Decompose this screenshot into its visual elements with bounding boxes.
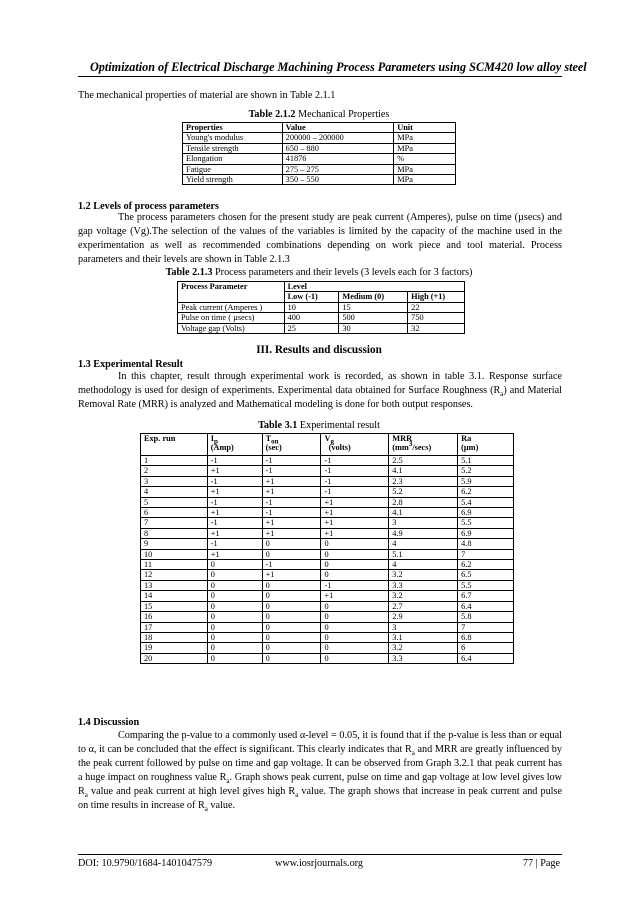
table-cell: 6 (458, 643, 514, 653)
footer-site: www.iosrjournals.org (274, 858, 363, 869)
table-cell: 3.2 (389, 643, 458, 653)
table-cell: 2 (141, 466, 208, 476)
table-header: Ra (µm) (458, 434, 514, 456)
table-cell: Yield strength (183, 175, 283, 185)
table-cell: 0 (262, 653, 321, 663)
table-cell: +1 (207, 549, 262, 559)
table-cell: -1 (207, 456, 262, 466)
table-cell: 0 (262, 612, 321, 622)
table-cell: 4.1 (389, 466, 458, 476)
table-cell: 0 (321, 643, 389, 653)
table-cell: % (394, 154, 456, 164)
table-cell: 3.2 (389, 591, 458, 601)
table-cell: 6.9 (458, 528, 514, 538)
table-cell: 2.8 (389, 497, 458, 507)
table-cell: 10 (141, 549, 208, 559)
table-cell: 0 (321, 549, 389, 559)
table-cell: 15 (339, 302, 408, 312)
table-cell: 25 (284, 323, 339, 333)
table-cell: 2.7 (389, 601, 458, 611)
table-row (141, 476, 514, 486)
table-cell: Peak current (Amperes ) (178, 302, 285, 312)
table-cell: 13 (141, 580, 208, 590)
section-1-3-title: 1.3 Experimental Result (78, 359, 183, 370)
table-cell: +1 (262, 487, 321, 497)
table-cell: Fatigue (183, 164, 283, 174)
table-cell: Young's modulus (183, 133, 283, 143)
table-cell: 0 (262, 622, 321, 632)
table-cell: +1 (321, 591, 389, 601)
table-cell: -1 (207, 476, 262, 486)
table-row (141, 549, 514, 559)
table-row (183, 164, 456, 174)
table-cell: -1 (321, 487, 389, 497)
table-cell: Voltage gap (Volts) (178, 323, 285, 333)
table-cell: +1 (321, 528, 389, 538)
table-cell: 5.1 (458, 456, 514, 466)
table-cell: 0 (321, 612, 389, 622)
table-cell: 0 (321, 570, 389, 580)
table-3-1 (140, 433, 514, 664)
footer-page: 77 | Page (522, 858, 560, 869)
table-row (141, 622, 514, 632)
table-cell: 2.3 (389, 476, 458, 486)
table-row (141, 508, 514, 518)
table-cell: Elongation (183, 154, 283, 164)
table-cell: 500 (339, 313, 408, 323)
section-1-4-title: 1.4 Discussion (78, 717, 140, 728)
table-cell: 30 (339, 323, 408, 333)
table-row (178, 323, 465, 333)
table-cell: -1 (262, 508, 321, 518)
table-cell: +1 (321, 518, 389, 528)
table-cell: -1 (321, 476, 389, 486)
table-cell: 0 (321, 601, 389, 611)
table-cell: MPa (394, 143, 456, 153)
table-cell: +1 (262, 570, 321, 580)
table-cell: 3.1 (389, 632, 458, 642)
table-cell: Tensile strength (183, 143, 283, 153)
table-cell: 0 (262, 549, 321, 559)
table-cell: +1 (262, 528, 321, 538)
table-cell: 19 (141, 643, 208, 653)
table-cell: 0 (262, 591, 321, 601)
table-cell: 16 (141, 612, 208, 622)
table-cell: 4 (141, 487, 208, 497)
table-row (183, 133, 456, 143)
table-cell: 6.4 (458, 653, 514, 663)
table-cell: 0 (207, 570, 262, 580)
table-cell: 650 – 880 (282, 143, 394, 153)
table-cell: 5.8 (458, 612, 514, 622)
table-cell: -1 (207, 518, 262, 528)
table-row (141, 591, 514, 601)
table-row (141, 518, 514, 528)
table-cell: +1 (207, 508, 262, 518)
section-1-4-paragraph: Comparing the p-value to a commonly used α-level = 0.05, it is found that if the p-value is less than or equal to α, it can be concluded that the effect is significant. This clearly indicates that $R_a$ and MRR are greatly influenced by the peak current followed by pulse on time and gap voltage. It can be observed from Graph 3.2.1 that peak current has a huge impact on roughness value $R_a$. Graph shows peak current, pulse on time and gap voltage at low level gives low $R_a$ value and peak current at high level gives high $R_a$ value. The graph shows that increase in peak current and pulse on time results in increase of $R_a$ value. (78, 730, 562, 814)
table-row (141, 560, 514, 570)
table-cell: 0 (321, 653, 389, 663)
table-cell: 0 (321, 632, 389, 642)
table-cell: 0 (321, 539, 389, 549)
table-cell: 5.5 (458, 518, 514, 528)
table-row (141, 456, 514, 466)
table-cell: 14 (141, 591, 208, 601)
table-row (141, 528, 514, 538)
table-cell: 0 (207, 601, 262, 611)
table-cell: 3.3 (389, 580, 458, 590)
table-cell: 6.4 (458, 601, 514, 611)
table-row (141, 487, 514, 497)
table-cell: 0 (262, 632, 321, 642)
table-cell: 10 (284, 302, 339, 312)
table-row (183, 154, 456, 164)
intro-text: The mechanical properties of material are shown in Table 2.1.1 (78, 90, 336, 101)
table-cell: MPa (394, 133, 456, 143)
table-cell: MPa (394, 175, 456, 185)
table-cell: 3 (141, 476, 208, 486)
table-cell: 0 (207, 653, 262, 663)
table-cell: 2.9 (389, 612, 458, 622)
table-cell: 41876 (282, 154, 394, 164)
table-cell: -1 (262, 466, 321, 476)
table-row (141, 653, 514, 663)
table-cell: 350 – 550 (282, 175, 394, 185)
table-cell: 6.7 (458, 591, 514, 601)
table-header: Process Parameter (178, 282, 285, 292)
table-cell: -1 (207, 539, 262, 549)
table-cell: 5.2 (458, 466, 514, 476)
table-cell: 0 (262, 580, 321, 590)
table-cell: -1 (262, 456, 321, 466)
table-cell: -1 (321, 456, 389, 466)
table-cell: 4 (389, 560, 458, 570)
table-cell: 0 (207, 643, 262, 653)
table-row (141, 466, 514, 476)
table-cell: +1 (262, 518, 321, 528)
table-cell: 5.5 (458, 580, 514, 590)
running-header: Optimization of Electrical Discharge Machining Process Parameters using SCM420 low alloy steel (90, 60, 587, 74)
table-2-1-3 (177, 281, 465, 334)
table-row (141, 580, 514, 590)
table-cell: 6.8 (458, 632, 514, 642)
table-cell: 18 (141, 632, 208, 642)
table-cell: 2.5 (389, 456, 458, 466)
table-row (141, 497, 514, 507)
table-cell: 9 (141, 539, 208, 549)
table-cell: 0 (262, 643, 321, 653)
table-header: Value (282, 123, 394, 133)
table-cell: -1 (321, 466, 389, 476)
table-cell: 7 (141, 518, 208, 528)
table-cell: 3 (389, 518, 458, 528)
table-cell: 8 (141, 528, 208, 538)
table-cell: 32 (408, 323, 465, 333)
table-cell: 0 (207, 612, 262, 622)
table-header: $T_{on}$ (sec) (262, 434, 321, 456)
table-cell: 20 (141, 653, 208, 663)
table-cell: 6 (141, 508, 208, 518)
table-cell: MPa (394, 164, 456, 174)
table-row (178, 313, 465, 323)
table-cell: 5.2 (389, 487, 458, 497)
table-cell: 0 (321, 560, 389, 570)
table-cell: 12 (141, 570, 208, 580)
table-3-1-caption: Table 3.1 Experimental result (258, 420, 380, 431)
table-cell: 3 (389, 622, 458, 632)
table-cell: 4.9 (389, 528, 458, 538)
table-cell: 1 (141, 456, 208, 466)
table-cell: +1 (207, 466, 262, 476)
table-row (183, 143, 456, 153)
table-header: Low (-1) (284, 292, 339, 302)
table-cell: 0 (207, 591, 262, 601)
table-cell: 5 (141, 497, 208, 507)
table-cell: +1 (207, 528, 262, 538)
table-cell: 4 (389, 539, 458, 549)
table-header: High (+1) (408, 292, 465, 302)
table-header: Exp. run (141, 434, 208, 456)
table-cell: 3.3 (389, 653, 458, 663)
table-cell: 275 – 275 (282, 164, 394, 174)
table-cell: 0 (207, 622, 262, 632)
table-cell: 0 (262, 539, 321, 549)
table-row (141, 601, 514, 611)
table-cell: 5.4 (458, 497, 514, 507)
table-cell: -1 (321, 580, 389, 590)
table-cell: 22 (408, 302, 465, 312)
table-cell: 400 (284, 313, 339, 323)
table-header: Level (284, 282, 464, 292)
table-header: MRR $(mm^3/\sec s)$ (389, 434, 458, 456)
table-cell: 3.2 (389, 570, 458, 580)
section-iii-title: III. Results and discussion (256, 344, 382, 356)
table-row (141, 539, 514, 549)
table-cell: 4.1 (389, 508, 458, 518)
table-header: Medium (0) (339, 292, 408, 302)
table-cell: +1 (207, 487, 262, 497)
table-cell: 6.2 (458, 487, 514, 497)
table-cell: 11 (141, 560, 208, 570)
table-cell: 0 (321, 622, 389, 632)
table-cell: 0 (207, 632, 262, 642)
table-cell: -1 (207, 497, 262, 507)
table-cell: +1 (321, 497, 389, 507)
table-row (183, 175, 456, 185)
table-cell: 15 (141, 601, 208, 611)
table-cell: -1 (262, 497, 321, 507)
table-cell: 200000 – 200000 (282, 133, 394, 143)
table-cell: Pulse on time ( µsecs) (178, 313, 285, 323)
table-cell: 6.5 (458, 570, 514, 580)
table-cell: 0 (262, 601, 321, 611)
table-header: Properties (183, 123, 283, 133)
table-header: Unit (394, 123, 456, 133)
section-1-2-title: 1.2 Levels of process parameters (78, 201, 219, 212)
table-row (141, 570, 514, 580)
table-cell: +1 (262, 476, 321, 486)
footer-doi: DOI: 10.9790/1684-1401047579 (78, 858, 213, 869)
table-cell: 0 (207, 560, 262, 570)
table-cell: 7 (458, 549, 514, 559)
table-header: $V_g$ (volts) (321, 434, 389, 456)
table-2-1-2-caption: Table 2.1.2 Mechanical Properties (248, 109, 390, 120)
table-cell: +1 (321, 508, 389, 518)
table-cell: 5.1 (389, 549, 458, 559)
table-cell: 17 (141, 622, 208, 632)
table-cell: 5.9 (458, 476, 514, 486)
table-cell: -1 (262, 560, 321, 570)
table-row (141, 632, 514, 642)
table-row (141, 643, 514, 653)
footer-rule (78, 854, 562, 855)
section-1-2-paragraph: The process parameters chosen for the present study are peak current (Amperes), pulse on time (µsecs) and gap voltage (Vg).The selection of the values of the variables is limited by the capacity of the machine used in the experimentation as well as recommended combinations depending on work piece and tool material. Process parameters and their levels are shown in Table 2.1.3 (78, 212, 562, 265)
header-rule (78, 76, 562, 77)
section-1-3-paragraph: In this chapter, result through experimental work is recorded, as shown in table 3.1. Response surface methodology is used for design of experiments. Experimental data obtained for Surface Roughness $(R_a)$ and Material Removal Rate (MRR) is analyzed and Mathematical modeling is done for both output responses. (78, 371, 562, 410)
table-header: $I_p$ (Amp) (207, 434, 262, 456)
table-cell: 6.9 (458, 508, 514, 518)
table-2-1-3-caption: Table 2.1.3 Process parameters and their levels (3 levels each for 3 factors) (165, 267, 473, 278)
table-cell: 6.2 (458, 560, 514, 570)
table-cell: 750 (408, 313, 465, 323)
table-cell: 0 (207, 580, 262, 590)
table-row (178, 302, 465, 312)
table-cell: 4.8 (458, 539, 514, 549)
table-row (141, 612, 514, 622)
table-cell: 7 (458, 622, 514, 632)
table-2-1-2 (182, 122, 456, 185)
